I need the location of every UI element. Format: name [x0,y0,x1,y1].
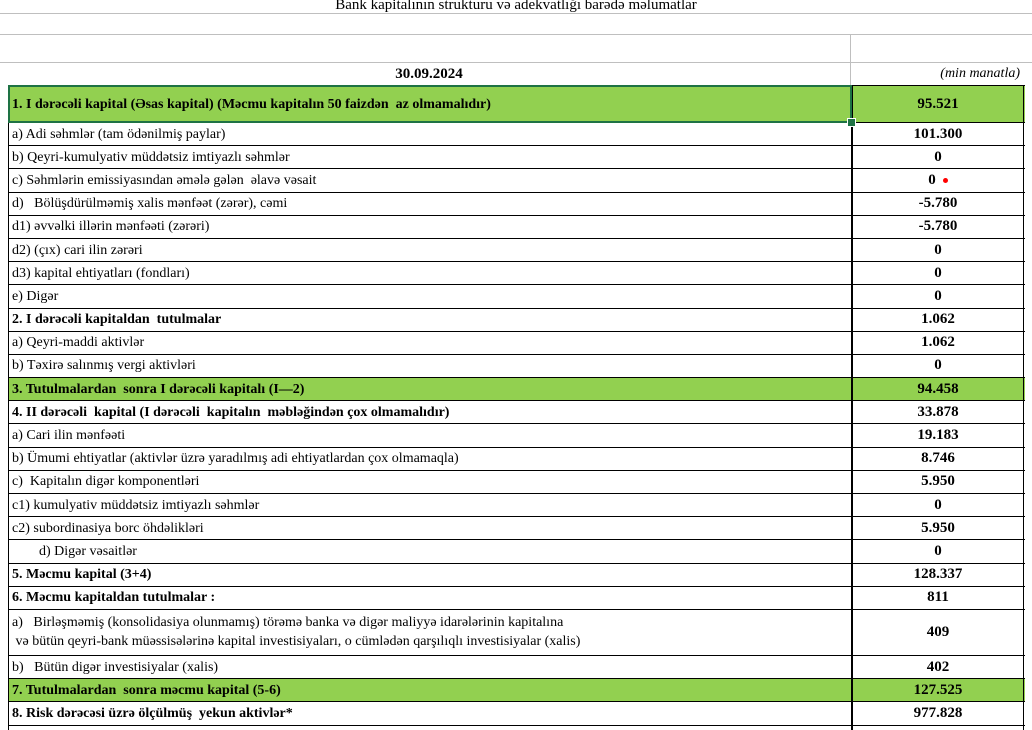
row-value: 0 [934,287,942,304]
empty-row [0,35,1032,63]
row-value-cell[interactable] [851,471,1024,493]
row-label: a) Birləşməmiş (konsolidasiya olunmamış) törəmə banka və digər maliyyə idarələrinin kapitalına [12,615,564,631]
document-title[interactable]: Bank kapitalının strukturu və adekvatlığı barədə məlumatlar [335,0,697,13]
row-label: e) Digər [12,288,59,304]
row-label-cell[interactable] [9,355,851,377]
row-label: c1) kumulyativ müddətsiz imtiyazlı səhmlər [12,497,260,513]
row-value: -5.780 [918,218,958,235]
row-value-cell[interactable] [851,540,1024,562]
unit-note: (min manatla) [940,66,1020,81]
table-row [9,610,1025,656]
row-value: 0 [934,148,942,165]
row-label-cell[interactable] [9,216,851,238]
table-row [9,679,1025,702]
row-label: a) Adi səhmlər (tam ödənilmiş paylar) [12,126,226,142]
row-value-cell[interactable] [851,169,1024,191]
row-label: a) Cari ilin mənfəəti [12,428,126,444]
row-value: 811 [927,589,949,606]
table-row [9,540,1025,563]
row-label-cell[interactable] [9,517,851,539]
table-row [9,702,1025,725]
row-label: 5. Məcmu kapital (3+4) [12,567,152,583]
row-value: 127.525 [913,681,963,698]
row-label: c) Kapitalın digər komponentləri [12,474,200,490]
empty-row[interactable] [0,14,1032,35]
row-value: 0 [934,357,942,374]
table-row [9,355,1025,378]
comment-marker-icon [943,178,948,183]
row-label: a) Qeyri-maddi aktivlər [12,335,145,351]
row-value: 0 [934,496,942,513]
row-value-cell[interactable] [851,610,1024,655]
row-label: d3) kapital ehtiyatları (fondları) [12,265,190,281]
row-value-cell[interactable] [851,239,1024,261]
row-value: 128.337 [913,566,963,583]
row-label-cell[interactable] [9,448,851,470]
row-label: 8. Risk dərəcəsi üzrə ölçülmüş yekun aktivlər* [12,705,293,721]
row-label-cell[interactable] [9,401,851,423]
row-value-cell[interactable] [851,424,1024,446]
report-date: 30.09.2024 [395,65,463,82]
row-value-cell[interactable] [851,86,1024,122]
row-label: 7. Tutulmalardan sonra məcmu kapital (5-6) [12,682,281,698]
fill-handle[interactable] [847,118,856,127]
row-value: 5.950 [921,473,955,490]
row-label: 3. Tutulmalardan sonra I dərəcəli kapitalı (I—2) [12,381,305,397]
row-label-cell[interactable] [9,564,851,586]
table-row [9,169,1025,192]
row-label: 1. I dərəcəli kapital (Əsas kapital) (Məcmu kapitalın 50 faizdən az olmamalıdır) [12,96,491,112]
table-row [9,587,1025,610]
table-row [9,448,1025,471]
table-row [9,494,1025,517]
table-row [9,216,1025,239]
row-value: 95.521 [917,95,959,112]
row-label-cell[interactable] [9,424,851,446]
table-row [9,146,1025,169]
row-value: 33.878 [917,403,959,420]
table-row [9,193,1025,216]
row-label: d) Digər vəsaitlər [39,543,137,559]
row-value: 101.300 [913,125,963,142]
row-value: 8.746 [921,450,955,467]
row-value-cell[interactable] [851,193,1024,215]
row-label-cell[interactable] [9,587,851,609]
row-value: 409 [926,623,950,640]
row-value: 19.183 [917,427,959,444]
empty-cell[interactable] [850,35,1024,62]
row-value-cell[interactable] [851,702,1024,724]
row-value-cell[interactable] [851,378,1024,400]
row-label: d1) əvvəlki illərin mənfəəti (zərəri) [12,219,210,235]
row-label-cell[interactable] [9,262,851,284]
row-value-cell[interactable] [851,262,1024,284]
row-value: 0 [934,264,942,281]
row-label-cell[interactable] [9,146,851,168]
row-label-cell[interactable] [9,378,851,400]
unit-note-cell[interactable] [850,63,1024,85]
row-value-cell[interactable] [851,564,1024,586]
table-row [9,123,1025,146]
row-label: 4. II dərəcəli kapital (I dərəcəli kapitalın məbləğindən çox olmamalıdır) [12,404,450,420]
row-label-cell[interactable] [9,702,851,724]
row-label: b) Qeyri-kumulyativ müddətsiz imtiyazlı səhmlər [12,149,290,165]
table-row [9,517,1025,540]
row-value-cell[interactable] [851,656,1024,678]
row-label: 2. I dərəcəli kapitaldan tutulmalar [12,312,222,328]
row-label-cell[interactable] [9,540,851,562]
row-label: b) Ümumi ehtiyatlar (aktivlər üzrə yaradılmış adi ehtiyatlardan çox olmamaqla) [12,451,459,467]
table-row [9,471,1025,494]
title-row [0,0,1032,14]
row-value-cell[interactable] [851,494,1024,516]
row-label-cell[interactable] [9,332,851,354]
table-row [9,309,1025,332]
empty-cell[interactable] [8,35,850,62]
row-value-cell[interactable] [851,216,1024,238]
table-row [9,86,1025,123]
table-row [9,262,1025,285]
row-value-cell[interactable] [851,123,1024,145]
capital-table [8,85,1025,730]
row-label-cell[interactable] [9,494,851,516]
row-value-cell[interactable] [851,401,1024,423]
row-label-cell[interactable] [9,679,851,701]
row-value: 5.950 [921,519,955,536]
row-label-line2: və bütün qeyri-bank müəssisələrinə kapital investisiyaları, o cümlədən qarşılıqlı investisiyalar (xalis) [12,634,581,650]
report-date-cell[interactable] [8,63,850,85]
row-value-cell[interactable] [851,332,1024,354]
row-value: 0 [928,171,936,188]
row-value: 977.828 [913,704,963,721]
table-row [9,424,1025,447]
row-label-cell[interactable] [9,169,851,191]
table-header-row [0,63,1032,85]
row-value-cell[interactable] [851,517,1024,539]
row-label: d2) (çıx) cari ilin zərəri [12,242,143,258]
table-row [9,239,1025,262]
row-value: 94.458 [917,380,959,397]
table-row [9,564,1025,587]
row-label-cell[interactable] [9,656,851,678]
row-label-cell[interactable] [9,193,851,215]
row-label: d) Bölüşdürülməmiş xalis mənfəət (zərər), cəmi [12,196,288,212]
row-label-cell[interactable] [9,86,851,122]
row-label: b) Təxirə salınmış vergi aktivləri [12,358,196,374]
row-label: c) Səhmlərin emissiyasından əmələ gələn əlavə vəsait [12,172,317,188]
row-value: -5.780 [918,195,958,212]
row-label-cell[interactable] [9,285,851,307]
table-row [9,285,1025,308]
row-label: 6. Məcmu kapitaldan tutulmalar : [12,590,216,606]
row-value-cell[interactable] [851,146,1024,168]
row-value: 1.062 [921,334,955,351]
row-value-cell[interactable] [851,448,1024,470]
row-label-cell[interactable] [9,309,851,331]
row-label-cell[interactable] [9,123,851,145]
row-label-cell[interactable] [9,471,851,493]
table-row [9,378,1025,401]
row-label-cell[interactable] [9,610,851,655]
row-value: 0 [934,542,942,559]
row-value-cell[interactable] [851,679,1024,701]
row-value: 0 [934,241,942,258]
row-value-cell[interactable] [851,355,1024,377]
row-value-cell[interactable] [851,587,1024,609]
row-label: c2) subordinasiya borc öhdəlikləri [12,520,204,536]
row-value: 402 [926,658,950,675]
table-row [9,332,1025,355]
table-row [9,656,1025,679]
row-label-cell[interactable] [9,239,851,261]
row-value-cell[interactable] [851,309,1024,331]
row-label: b) Bütün digər investisiyalar (xalis) [12,659,219,675]
row-value: 1.062 [921,311,955,328]
table-row [9,401,1025,424]
row-value-cell[interactable] [851,285,1024,307]
